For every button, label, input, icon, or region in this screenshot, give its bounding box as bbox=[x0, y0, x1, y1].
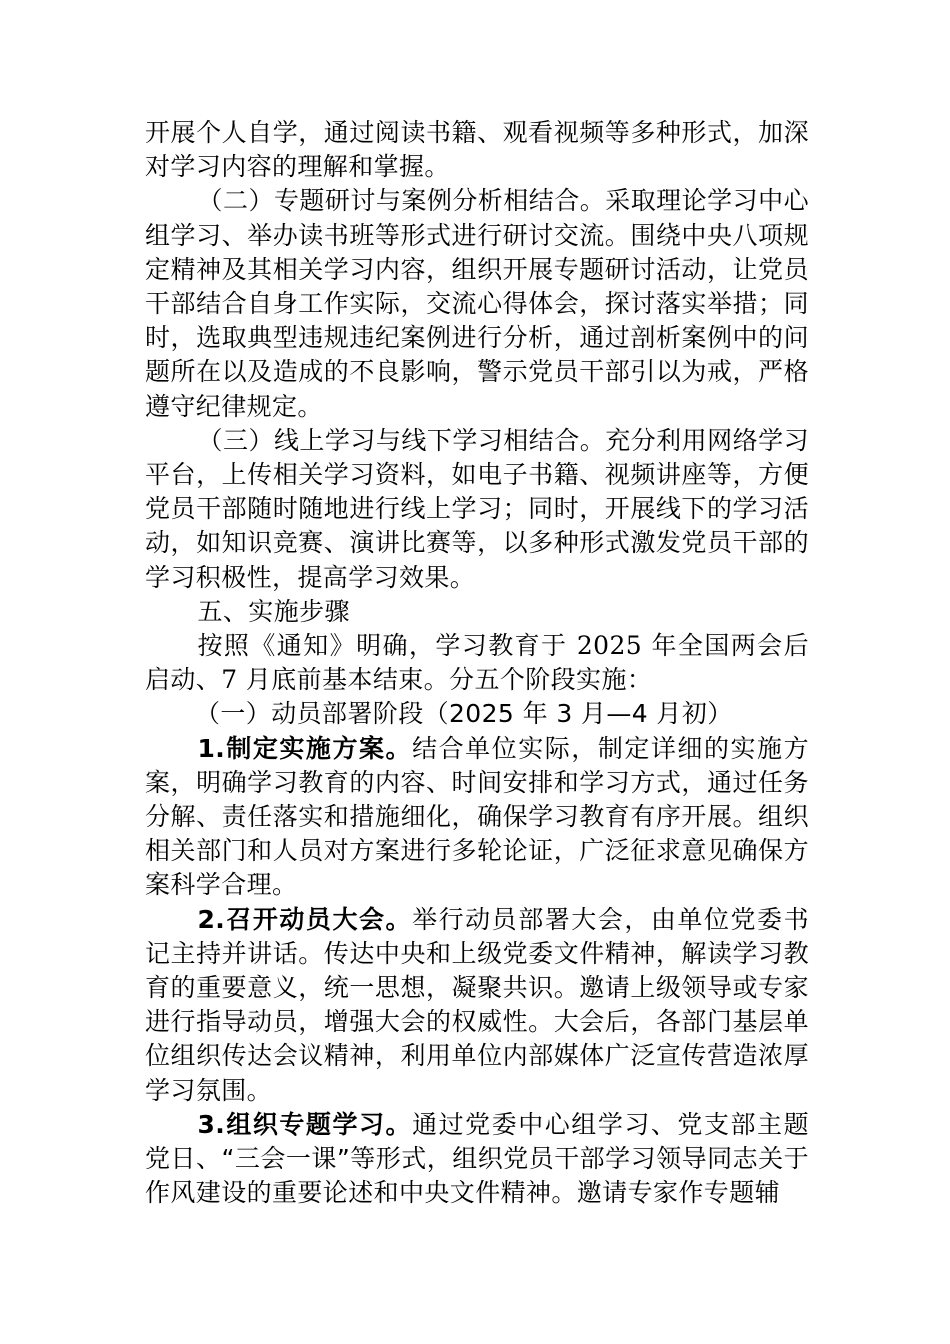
list-item-implementation-plan bbox=[145, 732, 809, 903]
list-item-special-study bbox=[145, 1108, 809, 1211]
document-page bbox=[145, 116, 809, 1211]
item-lead-special-study: 3.组织专题学习。 bbox=[197, 1109, 413, 1139]
item-lead-implementation-plan: 1.制定实施方案。 bbox=[197, 733, 413, 763]
item-body-mobilization-meeting: 举行动员部署大会，由单位党委书记主持并讲话。传达中央和上级党委文件精神，解读学习教育的重要意义，统一思想，凝聚共识。邀请上级领导或专家进行指导动员，增强大会的权威性。大会后，各部门基层单位组织传达会议精神，利用单位内部媒体广泛宣传营造浓厚学习氛围。 bbox=[145, 904, 809, 1105]
item-body-implementation-plan: 结合单位实际，制定详细的实施方案，明确学习教育的内容、时间安排和学习方式，通过任务分解、责任落实和措施细化，确保学习教育有序开展。组织相关部门和人员对方案进行多轮论证，广泛征求意见确保方案科学合理。 bbox=[145, 733, 809, 900]
paragraph-seminar-case-study: （二）专题研讨与案例分析相结合。采取理论学习中心组学习、举办读书班等形式进行研讨交流。围绕中央八项规定精神及其相关学习内容，组织开展专题研讨活动，让党员干部结合自身工作实际，交流心得体会，探讨落实举措；同时，选取典型违规违纪案例进行分析，通过剖析案例中的问题所在以及造成的不良影响，警示党员干部引以为戒，严格遵守纪律规定。 bbox=[145, 186, 809, 421]
list-item-mobilization-meeting bbox=[145, 903, 809, 1108]
item-lead-mobilization-meeting: 2.召开动员大会。 bbox=[197, 904, 413, 934]
paragraph-self-study: 开展个人自学，通过阅读书籍、观看视频等多种形式，加深对学习内容的理解和掌握。 bbox=[145, 118, 809, 182]
paragraph-online-offline: （三）线上学习与线下学习相结合。充分利用网络学习平台，上传相关学习资料，如电子书籍、视频讲座等，方便党员干部随时随地进行线上学习；同时，开展线下的学习活动，如知识竞赛、演讲比赛等，以多种形式激发党员干部的学习积极性，提高学习效果。 bbox=[145, 425, 809, 592]
item-body-special-study: 通过党委中心组学习、党支部主题党日、“三会一课”等形式，组织党员干部学习领导同志关于作风建设的重要论述和中央文件精神。邀请专家作专题辅 bbox=[145, 1109, 809, 1208]
heading-stage-mobilization: （一）动员部署阶段（2025 年 3 月—4 月初） bbox=[195, 699, 733, 729]
heading-implementation-steps: 五、实施步骤 bbox=[197, 596, 350, 626]
paragraph-notice-schedule: 按照《通知》明确，学习教育于 2025 年全国两会后启动、7 月底前基本结束。分五个阶段实施： bbox=[145, 631, 809, 695]
